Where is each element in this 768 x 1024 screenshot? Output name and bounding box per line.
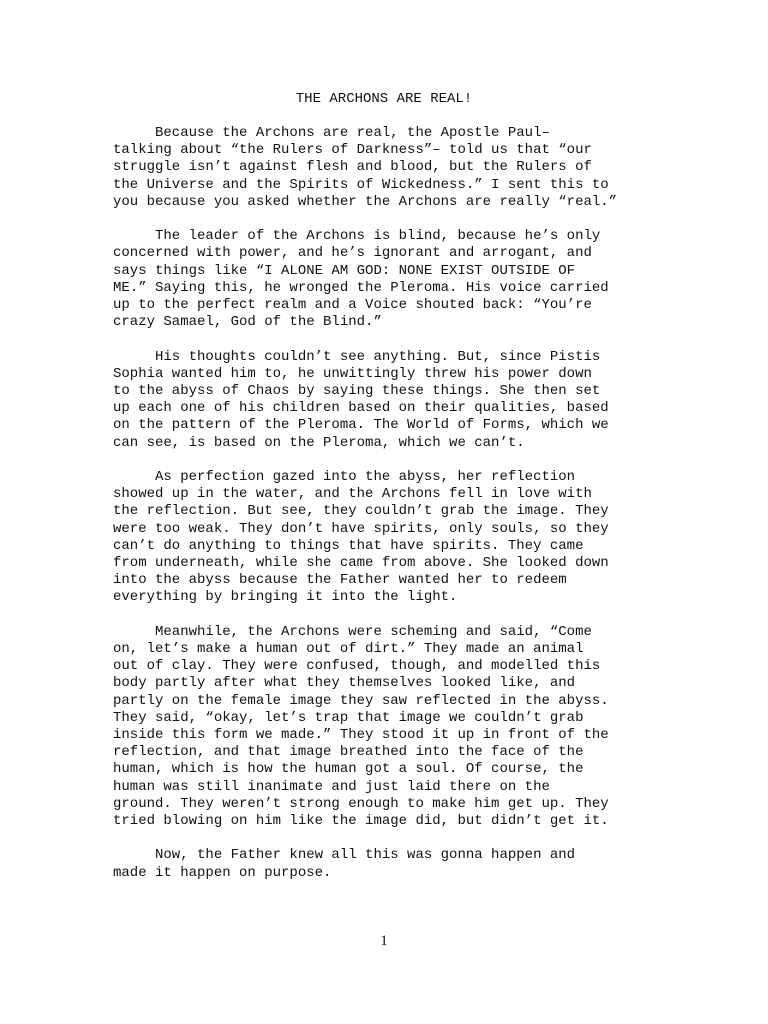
document-body — [113, 125, 653, 899]
paragraph-1: Because the Archons are real, the Apostle Paul– talking about “the Rulers of Darkness”– told us that “our struggle isn’t against flesh and blood, but the Rulers of the Universe and the Spirits of Wickedness.” I sent this to you because you asked whether the Archons are really “real.” — [113, 125, 618, 210]
paragraph-6: Now, the Father knew all this was gonna happen and made it happen on purpose. — [113, 847, 576, 881]
page-number: 1 — [380, 933, 388, 949]
paragraph-4: As perfection gazed into the abyss, her reflection showed up in the water, and the Archons fell in love with the reflection. But see, they couldn’t grab the image. They were too weak. They don’t have spirits, only souls, so they can’t do anything to things that have spirits. They came from underneath, while she came from above. She looked down into the abyss because the Father wanted her to redeem everything by bringing it into the light. — [113, 469, 609, 606]
paragraph-5: Meanwhile, the Archons were scheming and said, “Come on, let’s make a human out of dirt.” They made an animal out of clay. They were confused, though, and modelled this body partly after what they themselves looked like, and partly on the female image they saw reflected in the abyss. They said, “okay, let’s trap that image we couldn’t grab inside this form we made.” They stood it up in front of the reflection, and that image breathed into the face of the human, which is how the human got a soul. Of course, the human was still inanimate and just laid there on the ground. They weren’t strong enough to make him get up. They tried blowing on him like the image did, but didn’t get it. — [113, 623, 609, 830]
document-title: THE ARCHONS ARE REAL! — [295, 91, 473, 107]
paragraph-3: His thoughts couldn’t see anything. But, since Pistis Sophia wanted him to, he unwittingly threw his power down to the abyss of Chaos by saying these things. She then set up each one of his children based on their qualities, based on the pattern of the Pleroma. The World of Forms, which we can see, is based on the Pleroma, which we can’t. — [113, 348, 609, 451]
paragraph-2: The leader of the Archons is blind, because he’s only concerned with power, and he’s ignorant and arrogant, and says things like “I ALONE AM GOD: NONE EXIST OUTSIDE OF ME.” Saying this, he wronged the Pleroma. His voice carried up to the perfect realm and a Voice shouted back: “You’re crazy Samael, God of the Blind.” — [113, 228, 609, 331]
